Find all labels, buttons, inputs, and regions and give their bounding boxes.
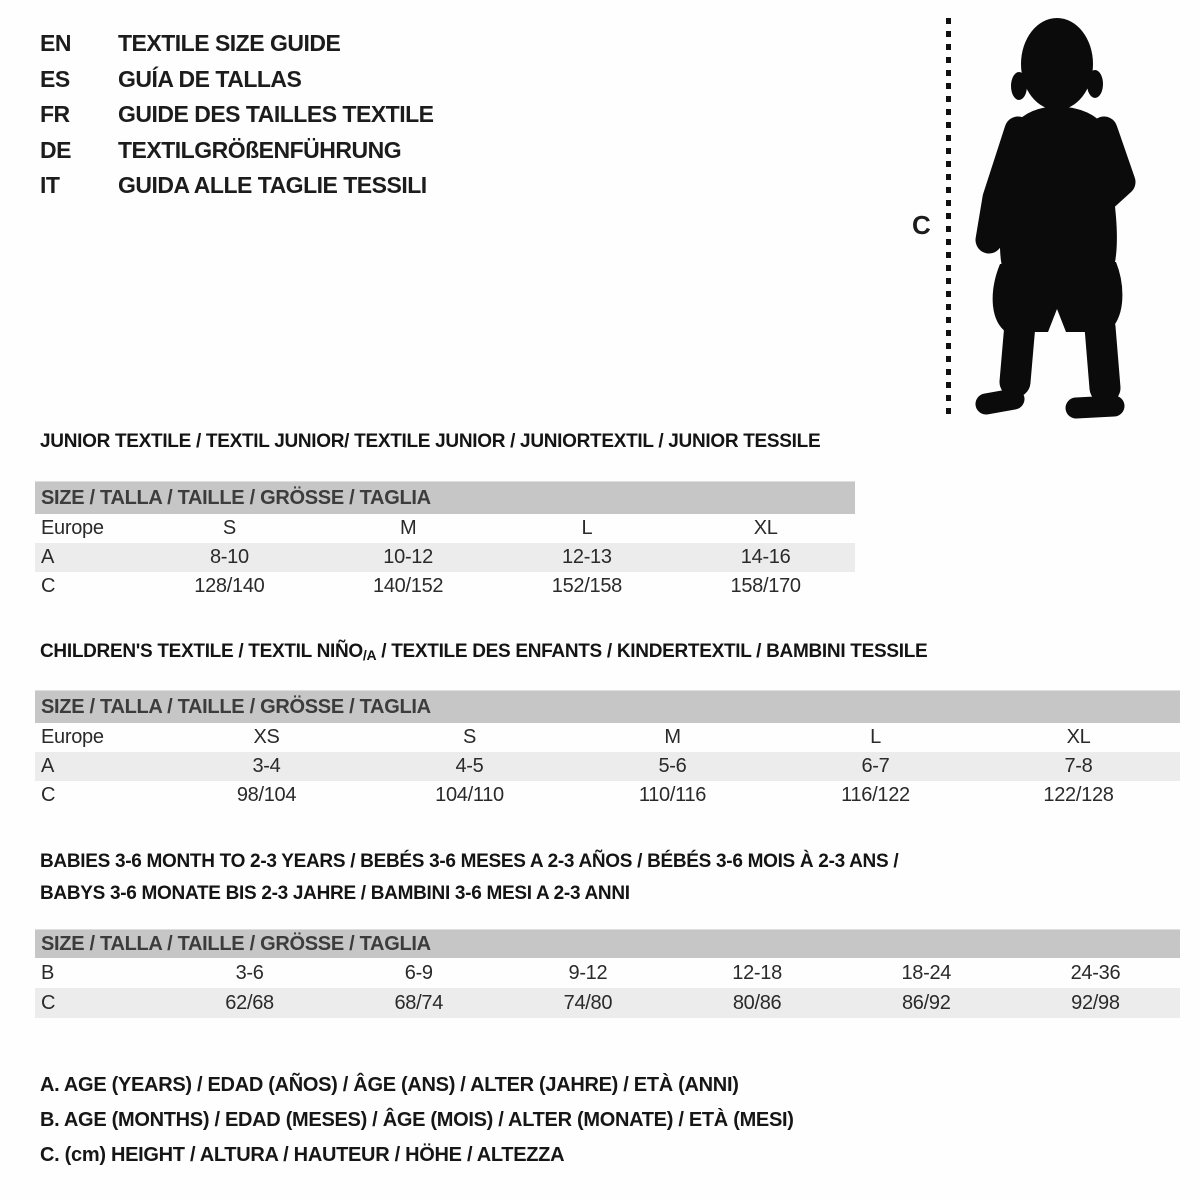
row-label: C <box>41 991 56 1014</box>
page-title-es: GUÍA DE TALLAS <box>118 65 302 92</box>
page-title-de: TEXTILGRÖßENFÜHRUNG <box>118 136 402 163</box>
size-value-cell: 7-8 <box>1064 755 1093 777</box>
page-title: TEXTILE SIZE GUIDE <box>118 30 341 57</box>
babies-size-table <box>35 929 1180 1018</box>
size-table-header: SIZE / TALLA / TAILLE / GRÖSSE / TAGLIA <box>35 481 855 514</box>
language-row-fr <box>40 97 434 133</box>
row-label: Europe <box>41 726 104 748</box>
size-value-cell: 110/116 <box>638 784 707 806</box>
table-row-europe <box>35 514 855 543</box>
height-measure-dashed-line <box>946 18 951 416</box>
legend-line-c: C. (cm) HEIGHT / ALTURA / HAUTEUR / HÖHE / ALTEZZA <box>40 1144 565 1166</box>
size-value-cell: 80/86 <box>732 991 782 1014</box>
size-value-cell: 92/98 <box>1071 991 1120 1014</box>
children-size-table <box>35 690 1180 810</box>
language-row-de <box>40 133 434 169</box>
size-value-cell: S <box>222 517 236 539</box>
size-value-cell: 62/68 <box>225 991 274 1014</box>
size-value-cell: 104/110 <box>435 784 504 806</box>
row-label: C <box>41 575 56 597</box>
size-value-cell: 5-6 <box>658 755 687 777</box>
size-value-cell: S <box>462 726 477 748</box>
size-value-cell: 140/152 <box>373 575 444 597</box>
size-value-cell: 158/170 <box>730 575 801 597</box>
measurement-legend <box>40 1068 794 1173</box>
size-value-cell: 122/128 <box>1043 784 1114 806</box>
table-row-europe <box>35 723 1180 752</box>
row-label: A <box>41 546 55 568</box>
size-value-cell: 18-24 <box>901 961 952 984</box>
page-title-it: GUIDA ALLE TAGLIE TESSILI <box>118 172 427 199</box>
babies-section-title <box>40 846 898 910</box>
table-row-b <box>35 958 1180 988</box>
size-value-cell: 12-13 <box>562 546 612 568</box>
legend-line-b: B. AGE (MONTHS) / EDAD (MESES) / ÂGE (MOIS) / ALTER (MONATE) / ETÀ (MESI) <box>40 1109 794 1131</box>
size-value-cell: XS <box>253 726 280 748</box>
size-value-cell: 12-18 <box>732 961 782 984</box>
size-value-cell: 116/122 <box>841 784 910 806</box>
size-value-cell: 4-5 <box>455 755 484 777</box>
size-value-cell: 6-7 <box>861 755 890 777</box>
language-row-it <box>40 168 434 204</box>
children-section-title <box>40 641 927 663</box>
language-code: DE <box>40 136 71 163</box>
junior-size-table <box>35 481 855 601</box>
size-value-cell: 9-12 <box>568 961 608 984</box>
size-value-cell: XL <box>753 517 778 539</box>
size-value-cell: 10-12 <box>383 546 433 568</box>
legend-line-a: A. AGE (YEARS) / EDAD (AÑOS) / ÂGE (ANS) / ALTER (JAHRE) / ETÀ (ANNI) <box>40 1074 739 1096</box>
language-row-es <box>40 62 434 98</box>
table-row-c <box>35 988 1180 1018</box>
size-value-cell: 8-10 <box>209 546 249 568</box>
size-table-header: SIZE / TALLA / TAILLE / GRÖSSE / TAGLIA <box>35 929 1180 958</box>
size-value-cell: 3-6 <box>235 961 264 984</box>
size-value-cell: 74/80 <box>563 991 613 1014</box>
row-label: C <box>41 784 56 806</box>
size-value-cell: M <box>399 517 417 539</box>
size-value-cell: 98/104 <box>236 784 297 806</box>
height-measure-label: C <box>912 210 931 240</box>
language-title-list <box>40 26 434 204</box>
size-value-cell: 14-16 <box>740 546 791 568</box>
size-value-cell: M <box>664 726 681 748</box>
table-row-a <box>35 752 1180 781</box>
row-label: A <box>41 755 55 777</box>
size-value-cell: 86/92 <box>901 991 951 1014</box>
size-value-cell: L <box>581 517 593 539</box>
babies-title-line-1: BABIES 3-6 MONTH TO 2-3 YEARS / BEBÉS 3-6 MESES A 2-3 AÑOS / BÉBÉS 3-6 MOIS À 2-3 ANS / <box>40 851 899 872</box>
toddler-silhouette-icon <box>958 12 1143 422</box>
row-label: B <box>41 961 55 984</box>
size-value-cell: 3-4 <box>252 755 281 777</box>
babies-title-line-2: BABYS 3-6 MONATE BIS 2-3 JAHRE / BAMBINI 3-6 MESI A 2-3 ANNI <box>40 883 630 904</box>
language-row-en <box>40 26 434 62</box>
size-value-cell: 24-36 <box>1070 961 1121 984</box>
size-value-cell: L <box>870 726 881 748</box>
children-title-prefix: CHILDREN'S TEXTILE / TEXTIL NIÑO <box>40 641 363 662</box>
language-code: EN <box>40 30 71 57</box>
size-table-header: SIZE / TALLA / TAILLE / GRÖSSE / TAGLIA <box>35 690 1180 723</box>
page-title-fr: GUIDE DES TAILLES TEXTILE <box>118 101 434 128</box>
language-code: IT <box>40 172 60 199</box>
language-code: ES <box>40 65 70 92</box>
size-value-cell: XL <box>1066 726 1091 748</box>
table-row-c <box>35 781 1180 810</box>
size-value-cell: 6-9 <box>404 961 433 984</box>
children-title-suffix: / TEXTILE DES ENFANTS / KINDERTEXTIL / BAMBINI TESSILE <box>376 641 928 662</box>
size-value-cell: 152/158 <box>551 575 622 597</box>
junior-section-title: JUNIOR TEXTILE / TEXTIL JUNIOR/ TEXTILE JUNIOR / JUNIORTEXTIL / JUNIOR TESSILE <box>40 431 821 452</box>
size-value-cell: 68/74 <box>394 991 444 1014</box>
table-row-c <box>35 572 855 601</box>
language-code: FR <box>40 101 70 128</box>
size-value-cell: 128/140 <box>194 575 265 597</box>
row-label: Europe <box>41 517 104 539</box>
table-row-a <box>35 543 855 572</box>
children-title-sub: /A <box>362 647 377 663</box>
